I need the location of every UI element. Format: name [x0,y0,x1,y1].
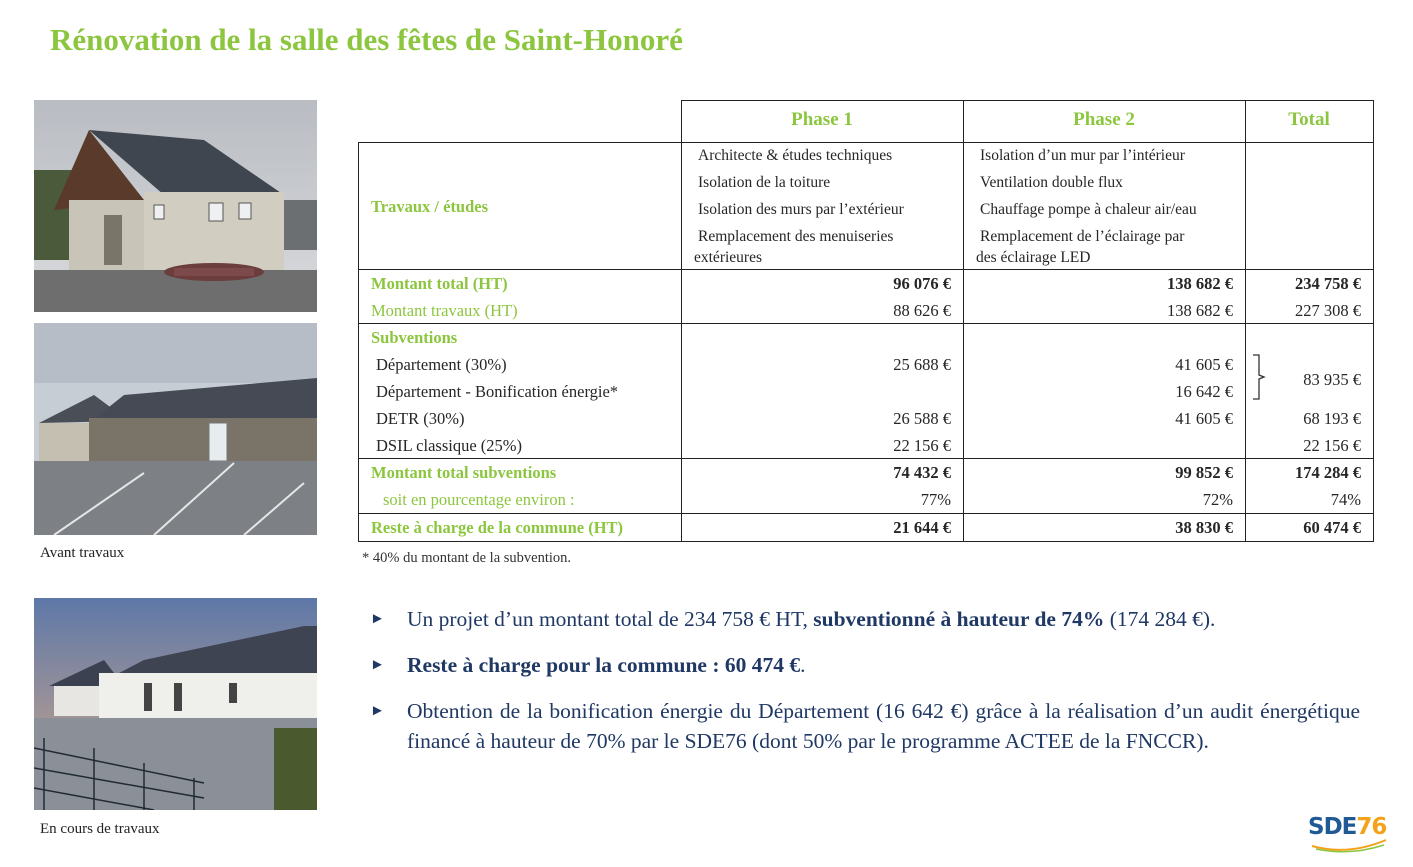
bullet-item: ► Reste à charge pour la commune : 60 474 €. [370,650,1360,680]
total-subventions-phase2: 99 852 € [1175,463,1233,482]
row-label-subventions: Subventions [371,328,458,347]
departement-phase2: 41 605 € [1175,355,1233,374]
travaux-phase2-item: Remplacement de l’éclairage par [980,228,1185,245]
travaux-phase1-item: Isolation de la toiture [698,174,831,191]
montant-travaux-phase2: 138 682 € [1167,301,1233,320]
photo-before-side [34,323,317,535]
row-label-pourcentage: soit en pourcentage environ : [383,490,575,509]
photo-during-works [34,598,317,810]
header-phase1: Phase 1 [791,109,853,130]
reste-phase2: 38 830 € [1175,518,1233,537]
pourcentage-phase1: 77% [920,490,951,509]
departement-phase1: 25 688 € [893,355,951,374]
total-subventions-phase1: 74 432 € [893,463,951,482]
montant-total-total: 234 758 € [1295,274,1361,293]
sde76-logo [1308,812,1388,854]
row-label-reste: Reste à charge de la commune (HT) [371,518,624,537]
dsil-total: 22 156 € [1303,436,1361,455]
page-title: Rénovation de la salle des fêtes de Saint-Honoré [50,22,683,57]
caption-before: Avant travaux [40,545,125,561]
header-total: Total [1288,109,1330,130]
reste-phase1: 21 644 € [893,518,951,537]
travaux-phase2-item: Isolation d’un mur par l’intérieur [980,147,1185,164]
montant-total-phase1: 96 076 € [893,274,951,293]
photo-before-front [34,100,317,312]
row-label-bonification: Département - Bonification énergie* [376,382,619,401]
logo-text: SDE [1308,814,1357,840]
pourcentage-total: 74% [1330,490,1361,509]
row-label-montant-travaux: Montant travaux (HT) [371,301,518,320]
travaux-phase1-item: Remplacement des menuiseries [698,228,894,245]
row-label-detr: DETR (30%) [376,409,465,428]
travaux-phase1-item: Isolation des murs par l’extérieur [698,201,904,218]
row-label-dsil: DSIL classique (25%) [376,436,523,455]
logo-number: 76 [1356,814,1387,840]
bullet-triangle-icon: ► [370,611,385,627]
row-label-departement: Département (30%) [376,355,507,374]
departement-total: 83 935 € [1303,370,1361,389]
bullet-triangle-icon: ► [370,657,385,673]
reste-total: 60 474 € [1303,518,1361,537]
key-points-list [370,604,1360,772]
travaux-phase1-item: extérieures [694,249,762,266]
bullet-item: ► Un projet d’un montant total de 234 758 € HT, subventionné à hauteur de 74% (174 284 €). [370,604,1360,634]
row-label-montant-total: Montant total (HT) [371,274,508,293]
travaux-phase1-item: Architecte & études techniques [698,147,893,164]
montant-total-phase2: 138 682 € [1167,274,1233,293]
travaux-label: Travaux / études [371,197,489,216]
table-footnote: * 40% du montant de la subvention. [362,550,572,566]
montant-travaux-phase1: 88 626 € [893,301,951,320]
travaux-phase2-item: Ventilation double flux [980,174,1123,191]
detr-phase1: 26 588 € [893,409,951,428]
detr-phase2: 41 605 € [1175,409,1233,428]
travaux-phase2-item: Chauffage pompe à chaleur air/eau [980,201,1197,218]
travaux-phase2-item: des éclairage LED [976,249,1091,266]
montant-travaux-total: 227 308 € [1295,301,1361,320]
header-phase2: Phase 2 [1073,109,1135,130]
bullet-item: ► Obtention de la bonification énergie du Département (16 642 €) grâce à la réalisation d’un audit énergétique financé à hauteur de 70% par le SDE76 (dont 50% par le programme ACTEE de la FNCCR). [370,696,1360,756]
row-label-total-subventions: Montant total subventions [371,463,557,482]
caption-during: En cours de travaux [40,821,160,837]
bonification-phase2: 16 642 € [1175,382,1233,401]
total-subventions-total: 174 284 € [1295,463,1361,482]
funding-table [358,100,1374,542]
detr-total: 68 193 € [1303,409,1361,428]
pourcentage-phase2: 72% [1202,490,1233,509]
dsil-phase1: 22 156 € [893,436,951,455]
bullet-triangle-icon: ► [370,703,385,719]
